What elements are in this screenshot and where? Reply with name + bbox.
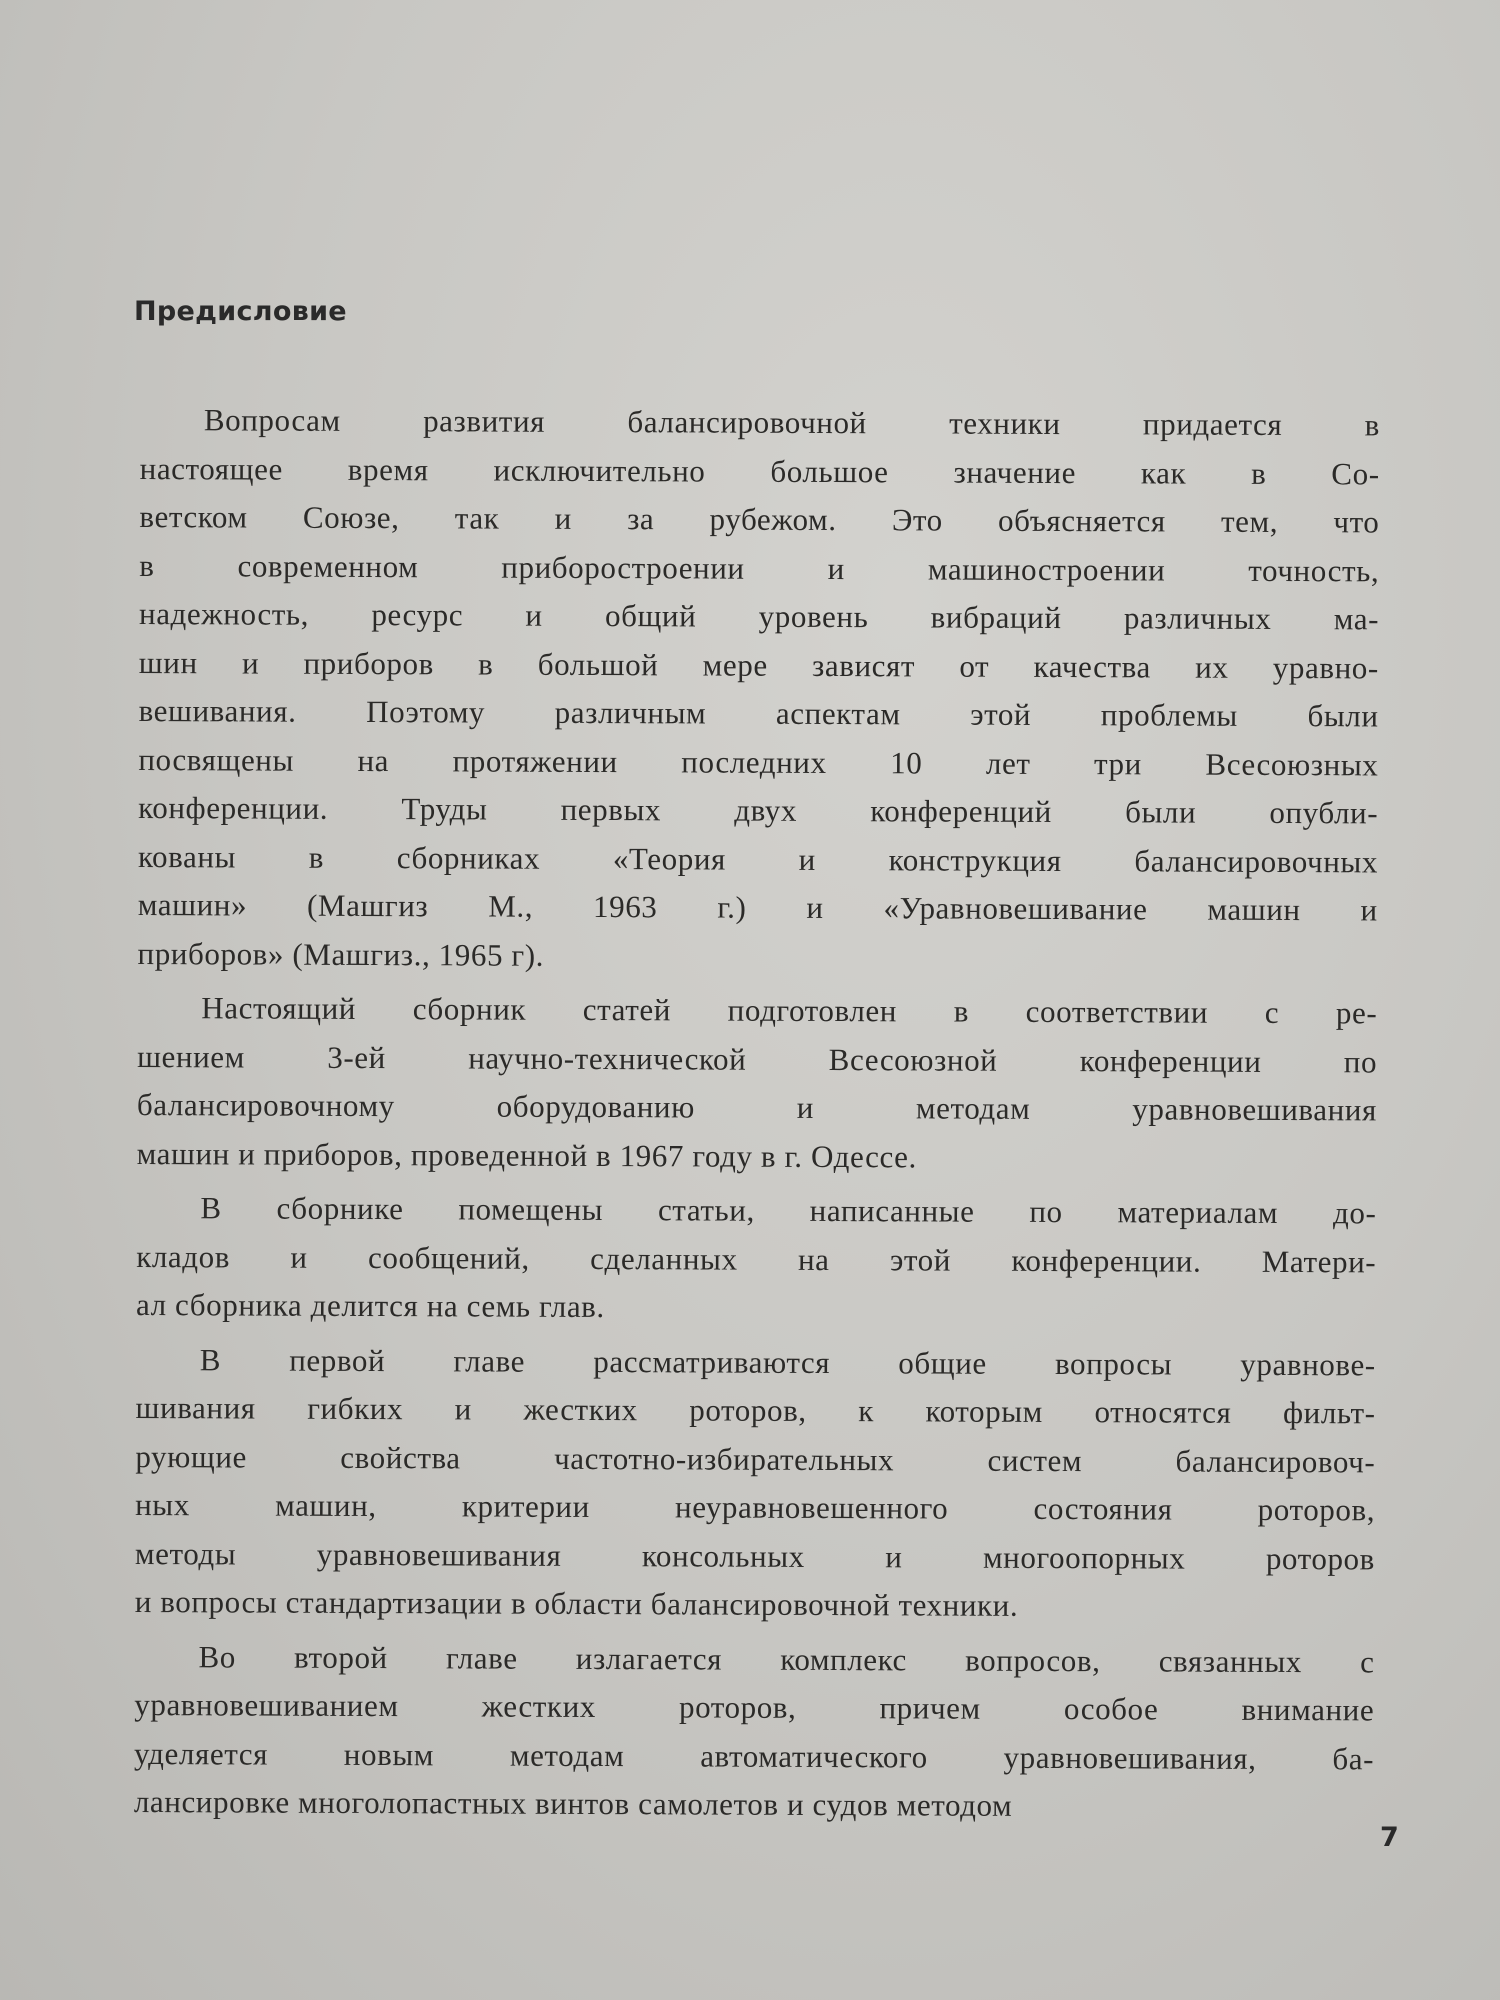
text-line: В сборнике помещены статьи, написанные по материалам до- <box>200 1190 1377 1231</box>
text-line: балансировочному оборудованию и методам уравновешивания <box>136 1086 1377 1128</box>
text-line: машин и приборов, проведенной в 1967 году в г. Одессе. <box>136 1135 918 1174</box>
paragraph <box>134 1632 1375 1831</box>
text-line: настоящее время исключительно большое значение как в Со- <box>139 450 1380 491</box>
text-line: посвящены на протяжении последних 10 лет три Всесоюзных <box>138 741 1379 782</box>
text-line: ных машин, критерии неуравновешенного состояния роторов, <box>135 1486 1376 1528</box>
text-line: шением 3-ей научно-технической Всесоюзной конференции по <box>137 1038 1378 1079</box>
text-line: ветском Союзе, так и за рубежом. Это объясняется тем, что <box>139 498 1380 540</box>
text-line: конференции. Труды первых двух конференций были опубли- <box>138 789 1379 831</box>
text-line: шивания гибких и жестких роторов, к которым относятся фильт- <box>135 1389 1376 1431</box>
text-line: уравновешиванием жестких роторов, причем особое внимание <box>134 1686 1375 1728</box>
text-line: кладов и сообщений, сделанных на этой конференции. Матери- <box>136 1238 1377 1279</box>
text-line: Во второй главе излагается комплекс вопросов, связанных с <box>198 1638 1375 1679</box>
text-line: лансировке многолопастных винтов самолетов и судов методом <box>133 1783 1013 1823</box>
text-line: В первой главе рассматриваются общие вопросы уравнове- <box>199 1341 1376 1382</box>
text-line: в современном приборостроении и машиностроении точность, <box>139 547 1380 588</box>
text-line: кованы в сборниках «Теория и конструкция балансировочных <box>137 838 1379 879</box>
text-line: Вопросам развития балансировочной техники придается в <box>203 402 1380 443</box>
text-line: Настоящий сборник статей подготовлен в соответствии с ре- <box>201 990 1378 1031</box>
text-line: и вопросы стандартизации в области балансировочной техники. <box>134 1583 1019 1623</box>
text-line: приборов» (Машгиз., 1965 г). <box>137 935 545 973</box>
section-heading: Предисловие <box>134 296 347 327</box>
text-line: методы уравновешивания консольных и многоопорных роторов <box>134 1535 1376 1576</box>
page-number: 7 <box>1380 1822 1399 1853</box>
paragraph <box>137 984 1378 1183</box>
text-line: надежность, ресурс и общий уровень вибраций различных ма- <box>138 595 1380 637</box>
paragraph <box>137 396 1380 983</box>
text-line: рующие свойства частотно-избирательных систем балансировоч- <box>135 1438 1376 1479</box>
text-line: уделяется новым методам автоматического уравновешивания, ба- <box>134 1735 1375 1776</box>
paragraph <box>135 1335 1376 1631</box>
text-line: ал сборника делится на семь глав. <box>135 1286 605 1325</box>
text-line: вешивания. Поэтому различным аспектам этой проблемы были <box>138 692 1379 734</box>
text-line: шин и приборов в большой мере зависят от качества их уравно- <box>138 644 1379 685</box>
paragraph <box>136 1184 1377 1335</box>
text-line: машин» (Машгиз М., 1963 г.) и «Уравновешивание машин и <box>137 886 1378 928</box>
body-text <box>134 396 1380 1838</box>
